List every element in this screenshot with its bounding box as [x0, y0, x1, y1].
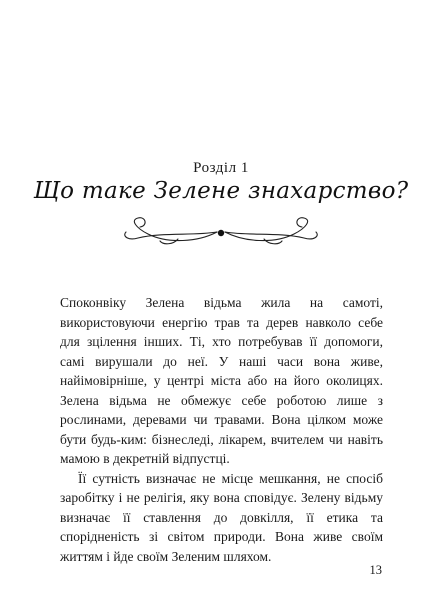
chapter-label: Розділ 1 — [193, 160, 249, 176]
chapter-title: Що таке Зелене знахарство? — [33, 178, 409, 204]
page-number: 13 — [369, 563, 382, 577]
paragraph: Її сутність визначає не місце мешкання, не спосіб заробітку і не релігія, яку вона сповідує. Зелену відьму визначає її ставлення до довкілля, її етика та спорідненість зі світом природи. Вона живе своїм життям і йде своїм Зеленим шляхом. — [60, 470, 383, 564]
body-text — [60, 293, 383, 566]
flourish-divider-icon — [118, 212, 324, 252]
paragraph: Споконвіку Зелена відьма жила на самоті, використовуючи енергію трав та дерев навколо себе для зцілення інших. Ті, хто потребував її допомоги, самі вирушали до неї. У наші часи вона живе, найімовірніше, у центрі міста або на його околицях. Зелена відьма не обмежує себе роботою лише з рослинами, деревами чи травами. Вона цілком може бути будь-ким: бізнеследі, лікарем, вчителем чи навіть мамою в декретній відпустці. — [60, 295, 383, 466]
